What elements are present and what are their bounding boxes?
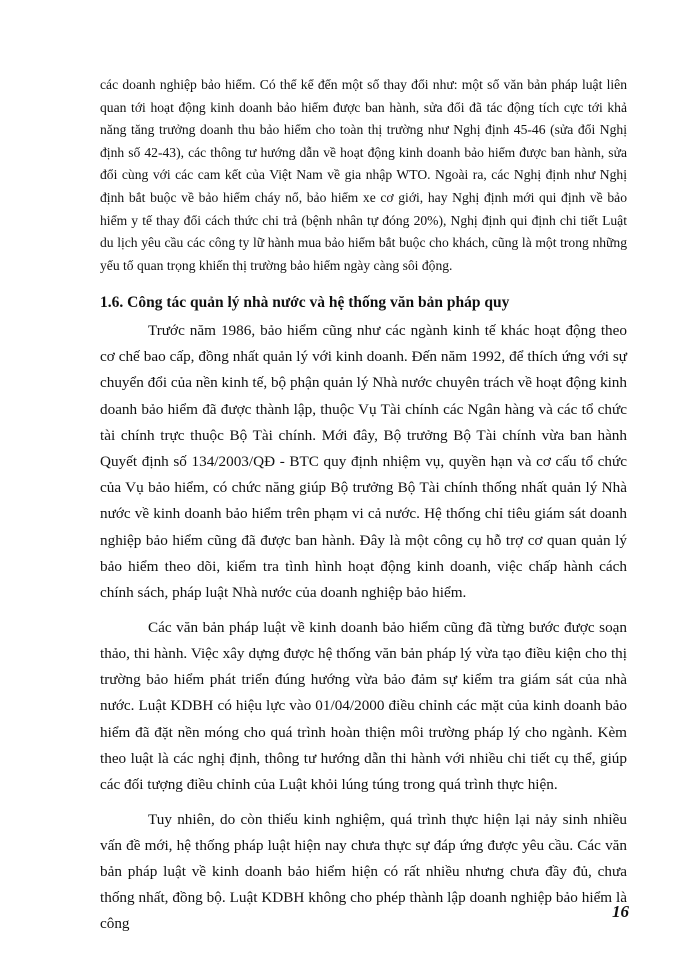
intro-paragraph: các doanh nghiệp bảo hiểm. Có thể kể đến một số thay đổi như: một số văn bản pháp luật liên quan tới hoạt động kinh doanh bảo hiểm được ban hành, sửa đổi đã tác động tích cực tới khả năng tăng trưởng doanh thu bảo hiểm cho toàn thị trường như Nghị định 45-46 (sửa đổi Nghị định số 42-43), các thông tư hướng dẫn về hoạt động kinh doanh bảo hiểm được ban hành, sửa đổi cùng với các cam kết của Việt Nam về gia nhập WTO. Ngoài ra, các Nghị định như Nghị định bắt buộc về bảo hiểm cháy nổ, bảo hiểm xe cơ giới, hay Nghị định mới qui định về bảo hiểm y tế thay đổi cách thức chi trả (bệnh nhân tự đóng 20%), Nghị định qui định chi tiết Luật du lịch yêu cầu các công ty lữ hành mua bảo hiểm bắt buộc cho khách, cũng là một trong những yếu tố quan trọng khiến thị trường bảo hiểm ngày càng sôi động. (100, 77, 627, 273)
section-heading: 1.6. Công tác quản lý nhà nước và hệ thống văn bản pháp quy (100, 294, 510, 311)
paragraph-2: Các văn bản pháp luật về kinh doanh bảo hiểm cũng đã từng bước được soạn thảo, thi hành. Việc xây dựng được hệ thống văn bản pháp lý vừa tạo điều kiện cho thị trường bảo hiểm phát triển đúng hướng vừa bảo đảm sự kiểm tra giám sát của nhà nước. Luật KDBH có hiệu lực vào 01/04/2000 điều chỉnh các mặt của kinh doanh bảo hiểm đã đặt nền móng cho quá trình hoàn thiện môi trường pháp lý cho ngành. Kèm theo luật là các nghị định, thông tư hướng dẫn thi hành với nhiều chi tiết cụ thể, giúp các đối tượng điều chỉnh của Luật khỏi lúng túng trong quá trình thực hiện. (100, 618, 627, 793)
paragraph-3: Tuy nhiên, do còn thiếu kinh nghiệm, quá trình thực hiện lại nảy sinh nhiều vấn đề mới, hệ thống pháp luật hiện nay chưa thực sự đáp ứng được yêu cầu. Các văn bản pháp luật về kinh doanh bảo hiểm hiện có rất nhiều nhưng chưa đầy đủ, chưa thống nhất, đồng bộ. Luật KDBH không cho phép thành lập doanh nghiệp bảo hiểm là công (100, 810, 627, 933)
page-number: 16 (612, 902, 629, 921)
body-text (100, 318, 627, 946)
paragraph-1: Trước năm 1986, bảo hiểm cũng như các ngành kinh tế khác hoạt động theo cơ chế bao cấp, đồng nhất quản lý với kinh doanh. Đến năm 1992, để thích ứng với sự chuyển đổi của nền kinh tế, bộ phận quản lý Nhà nước chuyên trách về hoạt động kinh doanh bảo hiểm đã được thành lập, thuộc Vụ Tài chính các Ngân hàng và các tổ chức tài chính trực thuộc Bộ Tài chính. Mới đây, Bộ trưởng Bộ Tài chính vừa ban hành Quyết định số 134/2003/QĐ - BTC quy định nhiệm vụ, quyền hạn và cơ cấu tổ chức của Vụ bảo hiểm, có chức năng giúp Bộ trưởng Bộ Tài chính thống nhất quản lý Nhà nước về kinh doanh bảo hiểm trên phạm vi cả nước. Hệ thống chỉ tiêu giám sát doanh nghiệp bảo hiểm cũng đã được ban hành. Đây là một công cụ hỗ trợ cơ quan quản lý bảo hiểm theo dõi, kiểm tra tình hình hoạt động kinh doanh, việc chấp hành cách chính sách, pháp luật Nhà nước của doanh nghiệp bảo hiểm. (100, 322, 627, 602)
